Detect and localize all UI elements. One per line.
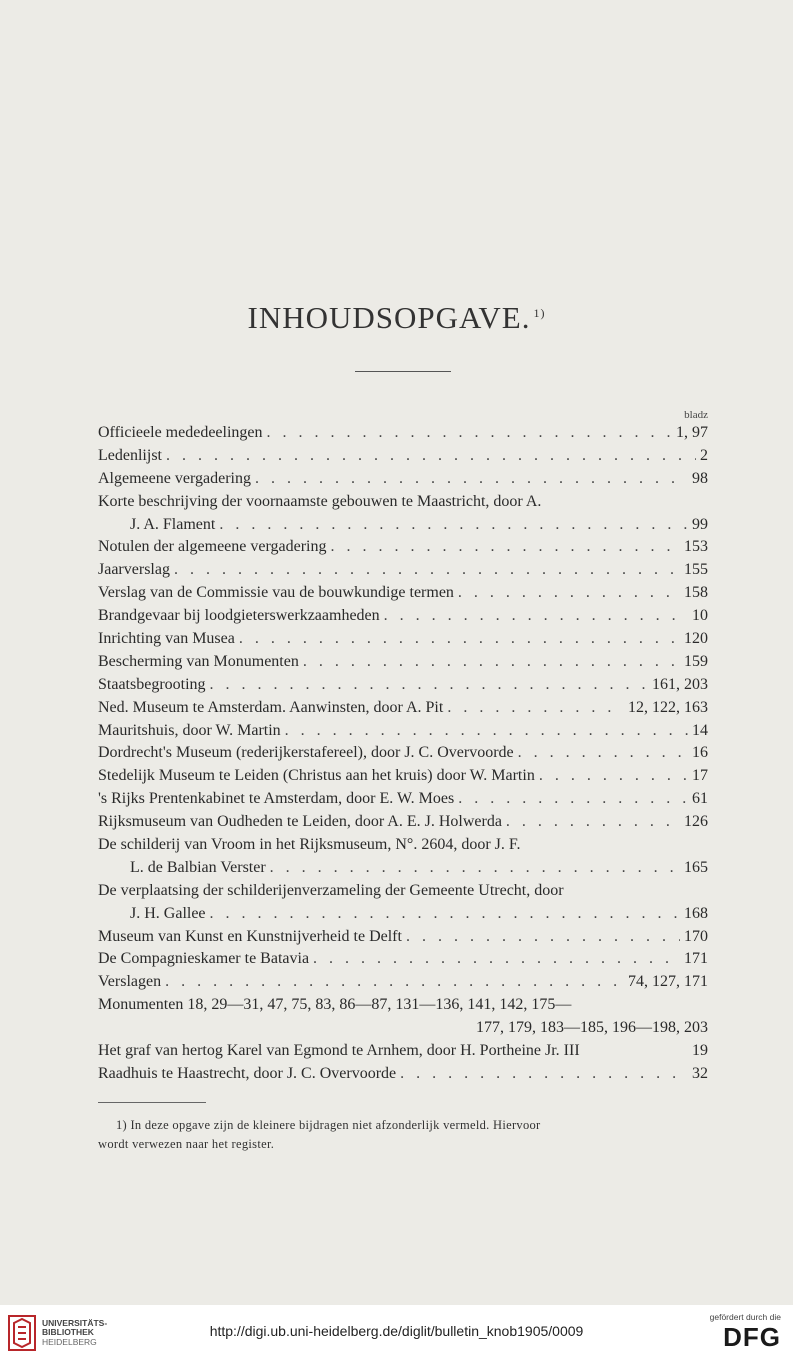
toc-entry-label: Rijksmuseum van Oudheden te Leiden, door A. E. J. Holwerda bbox=[98, 813, 502, 831]
dot-leader bbox=[406, 926, 680, 949]
toc-entry bbox=[98, 788, 708, 811]
dot-leader bbox=[447, 697, 624, 720]
toc-entry bbox=[98, 742, 708, 765]
dot-leader bbox=[384, 605, 688, 628]
dot-leader bbox=[166, 445, 696, 468]
toc-entry-pages: 159 bbox=[684, 652, 708, 670]
title-text: INHOUDSOPGAVE. bbox=[247, 300, 531, 335]
toc-entry-label: Monumenten 18, 29—31, 47, 75, 83, 86—87, 131—136, 141, 142, 175— bbox=[98, 996, 572, 1014]
library-name-line: UNIVERSITÄTS- bbox=[42, 1317, 108, 1328]
toc-entry-label: Stedelijk Museum te Leiden (Christus aan het kruis) door W. Martin bbox=[98, 767, 535, 785]
dot-leader bbox=[255, 468, 688, 491]
toc-entry-label: Notulen der algemeene vergadering bbox=[98, 538, 327, 556]
toc-entry-pages: 19 bbox=[692, 1042, 708, 1060]
dot-leader bbox=[219, 514, 688, 537]
table-of-contents bbox=[98, 408, 708, 1086]
toc-entry bbox=[98, 857, 708, 880]
toc-entry bbox=[98, 948, 708, 971]
toc-entry-pages: 177, 179, 183—185, 196—198, 203 bbox=[476, 1019, 708, 1037]
toc-entry-pages: 1, 97 bbox=[676, 424, 708, 441]
dot-leader bbox=[267, 422, 672, 445]
toc-entry-label: Mauritshuis, door W. Martin bbox=[98, 721, 281, 739]
dot-leader bbox=[400, 1063, 688, 1086]
toc-entry-label: J. H. Gallee bbox=[130, 904, 206, 922]
dot-leader bbox=[285, 720, 688, 743]
toc-entry bbox=[98, 720, 708, 743]
toc-entry-label: J. A. Flament bbox=[130, 515, 216, 533]
dot-leader bbox=[458, 788, 688, 811]
toc-entry bbox=[98, 697, 708, 720]
toc-entry bbox=[98, 811, 708, 834]
sponsor-block bbox=[710, 1312, 781, 1352]
toc-entry-pages: 61 bbox=[692, 790, 708, 808]
toc-entry bbox=[98, 1063, 708, 1086]
toc-entry-pages: 2 bbox=[700, 446, 708, 464]
dot-leader bbox=[331, 536, 681, 559]
dot-leader bbox=[174, 559, 680, 582]
toc-entry-label: Algemeene vergadering bbox=[98, 469, 251, 487]
dot-leader bbox=[506, 811, 680, 834]
toc-entry-pages: 10 bbox=[692, 607, 708, 625]
library-name-line: BIBLIOTHEK bbox=[42, 1327, 94, 1338]
dot-leader bbox=[313, 948, 680, 971]
dot-leader bbox=[210, 903, 680, 926]
toc-entry-label: Ledenlijst bbox=[98, 446, 162, 464]
toc-entry bbox=[98, 491, 708, 514]
toc-entry-label: Verslagen bbox=[98, 973, 162, 991]
toc-entry-label: Verslag van de Commissie vau de bouwkundige termen bbox=[98, 584, 454, 602]
toc-entry-label: Jaarverslag bbox=[98, 561, 170, 579]
footnote-line: wordt verwezen naar het register. bbox=[98, 1137, 275, 1151]
toc-entry-pages: 161, 203 bbox=[652, 675, 708, 693]
toc-entry-label: Museum van Kunst en Kunstnijverheid te Delft bbox=[98, 927, 402, 945]
toc-entry-label: De Compagnieskamer te Batavia bbox=[98, 950, 310, 968]
toc-entry bbox=[98, 514, 708, 537]
toc-entry-pages: 126 bbox=[684, 813, 708, 831]
toc-entry-label: Korte beschrijving der voornaamste gebouwen te Maastricht, door A. bbox=[98, 492, 542, 510]
toc-entry bbox=[98, 994, 708, 1017]
toc-entry-pages: 74, 127, 171 bbox=[628, 973, 708, 991]
page-title bbox=[0, 300, 793, 336]
toc-entry bbox=[98, 1017, 708, 1040]
toc-entry-pages: 12, 122, 163 bbox=[628, 698, 708, 716]
dfg-logo[interactable]: DFG bbox=[723, 1322, 781, 1352]
dot-leader bbox=[518, 742, 688, 765]
dot-leader bbox=[458, 582, 680, 605]
toc-entry bbox=[98, 971, 708, 994]
toc-entry-label: Officieele mededeelingen bbox=[98, 424, 263, 441]
toc-entry bbox=[98, 628, 708, 651]
toc-entry-pages: 32 bbox=[692, 1064, 708, 1082]
dot-leader bbox=[539, 765, 688, 788]
toc-entry bbox=[98, 536, 708, 559]
toc-entry-pages: 14 bbox=[692, 721, 708, 739]
toc-entry-pages: 153 bbox=[684, 538, 708, 556]
dot-leader bbox=[165, 971, 624, 994]
dot-leader bbox=[210, 674, 648, 697]
source-url-link[interactable]: http://digi.ub.uni-heidelberg.de/diglit/bulletin_knob1905/0009 bbox=[209, 1323, 584, 1339]
toc-entry bbox=[98, 605, 708, 628]
library-name-line: HEIDELBERG bbox=[42, 1336, 97, 1347]
toc-entry-label: L. de Balbian Verster bbox=[130, 858, 266, 876]
footnote-line: 1) In deze opgave zijn de kleinere bijdragen niet afzonderlijk vermeld. Hiervoor bbox=[116, 1118, 541, 1132]
toc-entry bbox=[98, 903, 708, 926]
toc-entry-label: Het graf van hertog Karel van Egmond te Arnhem, door H. Portheine Jr. III bbox=[98, 1042, 580, 1060]
toc-entry-pages: 171 bbox=[684, 950, 708, 968]
toc-entry-label: Bescherming van Monumenten bbox=[98, 652, 299, 670]
dot-leader bbox=[270, 857, 680, 880]
toc-entry-pages: 158 bbox=[684, 584, 708, 602]
dot-leader bbox=[239, 628, 680, 651]
toc-entry-pages: 165 bbox=[684, 858, 708, 876]
toc-entry bbox=[98, 1040, 708, 1063]
sponsor-caption: gefördert durch die bbox=[709, 1312, 781, 1322]
toc-entry bbox=[98, 674, 708, 697]
toc-entry bbox=[98, 765, 708, 788]
toc-entry-label: Dordrecht's Museum (rederijkerstafereel), door J. C. Overvoorde bbox=[98, 744, 514, 762]
toc-entry-label: 's Rijks Prentenkabinet te Amsterdam, door E. W. Moes bbox=[98, 790, 455, 808]
toc-entry-pages: 170 bbox=[684, 927, 708, 945]
page-column-header: bladz bbox=[684, 409, 708, 421]
toc-entry-pages: 17 bbox=[692, 767, 708, 785]
footnote-rule bbox=[98, 1102, 206, 1103]
toc-entry bbox=[98, 926, 708, 949]
footnote bbox=[98, 1116, 708, 1154]
toc-entry-label: Ned. Museum te Amsterdam. Aanwinsten, door A. Pit bbox=[98, 698, 444, 716]
toc-entry bbox=[98, 651, 708, 674]
dot-leader bbox=[303, 651, 680, 674]
toc-entry bbox=[98, 582, 708, 605]
toc-entry bbox=[98, 422, 708, 445]
toc-entry bbox=[98, 880, 708, 903]
toc-entry bbox=[98, 559, 708, 582]
toc-entry bbox=[98, 468, 708, 491]
toc-entry bbox=[98, 445, 708, 468]
title-footnote-marker: 1) bbox=[533, 305, 546, 320]
title-rule bbox=[355, 371, 451, 372]
toc-entry-label: Staatsbegrooting bbox=[98, 675, 206, 693]
toc-entry-pages: 120 bbox=[684, 630, 708, 648]
toc-entry-pages: 98 bbox=[692, 469, 708, 487]
toc-entry-label: Inrichting van Musea bbox=[98, 630, 235, 648]
toc-entry-label: Brandgevaar bij loodgieterswerkzaamheden bbox=[98, 607, 380, 625]
toc-entry bbox=[98, 834, 708, 857]
toc-entry-label: Raadhuis te Haastrecht, door J. C. Overvoorde bbox=[98, 1064, 397, 1082]
toc-entry-label: De schilderij van Vroom in het Rijksmuseum, N°. 2604, door J. F. bbox=[98, 836, 521, 854]
toc-entry-label: De verplaatsing der schilderijenverzameling der Gemeente Utrecht, door bbox=[98, 881, 564, 899]
toc-entry-pages: 16 bbox=[692, 744, 708, 762]
toc-entry-pages: 155 bbox=[684, 561, 708, 579]
toc-entry-pages: 168 bbox=[684, 904, 708, 922]
toc-entry-pages: 99 bbox=[692, 515, 708, 533]
